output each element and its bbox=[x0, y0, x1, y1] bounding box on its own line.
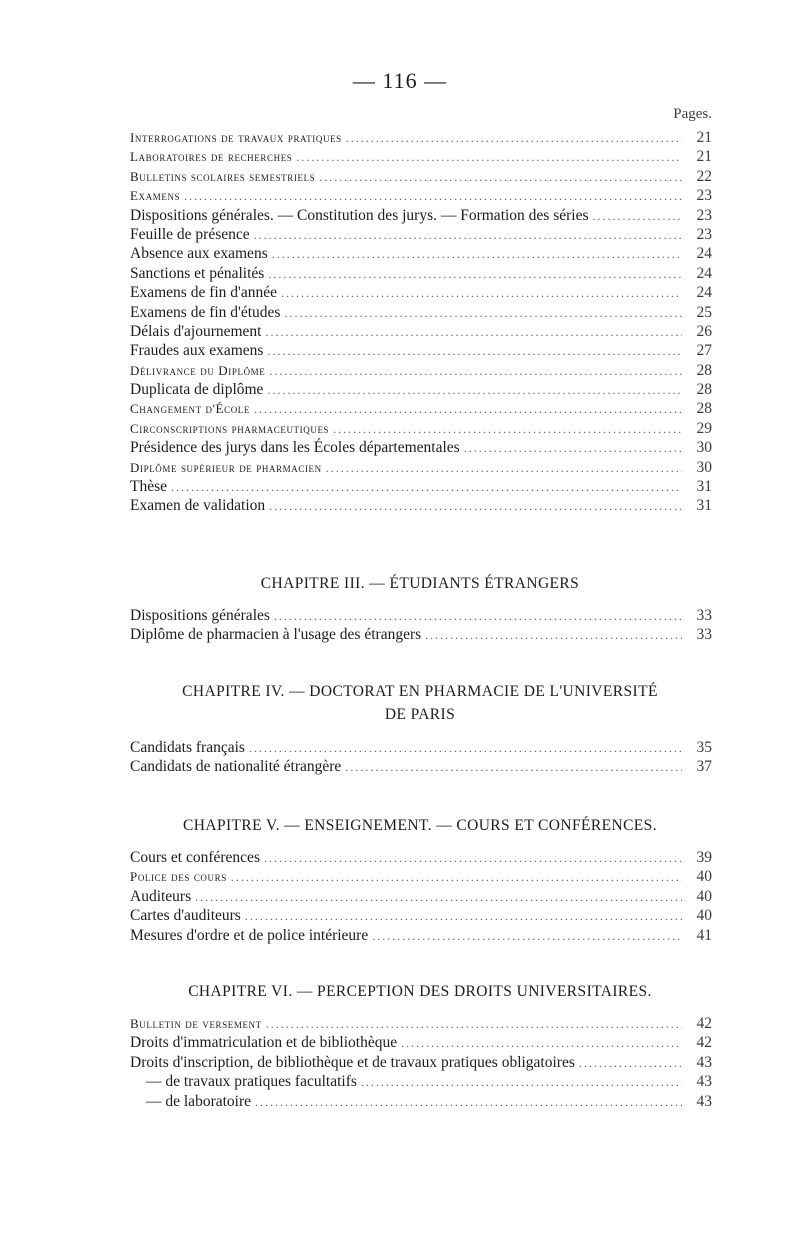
leader-dots bbox=[231, 868, 682, 887]
leader-dots bbox=[326, 459, 682, 478]
toc-entry-label: Thèse bbox=[130, 478, 168, 496]
toc-entry bbox=[130, 496, 712, 515]
toc-entry-label: Examens de fin d'études bbox=[130, 303, 281, 321]
toc-entry bbox=[130, 341, 712, 360]
toc-block-chapter-5 bbox=[130, 848, 712, 945]
toc-entry bbox=[130, 186, 712, 205]
toc-entry-page: 23 bbox=[696, 206, 712, 224]
toc-entry bbox=[130, 399, 712, 418]
toc-entry bbox=[130, 848, 712, 867]
toc-entry bbox=[130, 477, 712, 496]
toc-entry-page: 30 bbox=[696, 439, 712, 457]
leader-dots bbox=[333, 420, 682, 439]
toc-entry bbox=[130, 738, 712, 757]
toc-entry bbox=[130, 757, 712, 776]
leader-dots bbox=[267, 381, 682, 400]
toc-entry-label: Diplôme de pharmacien à l'usage des étrangers bbox=[130, 626, 422, 644]
toc-entry-page: 27 bbox=[696, 342, 712, 360]
toc-entry-page: 29 bbox=[696, 419, 712, 437]
toc-entry-label: Duplicata de diplôme bbox=[130, 381, 264, 399]
toc-entry bbox=[130, 264, 712, 283]
toc-entry bbox=[130, 322, 712, 341]
toc-entry-page: 23 bbox=[696, 187, 712, 205]
toc-entry-label: Examens de fin d'année bbox=[130, 284, 277, 302]
leader-dots bbox=[319, 168, 682, 187]
toc-entry bbox=[130, 167, 712, 186]
toc-entry bbox=[130, 1092, 712, 1111]
toc-entry-page: 30 bbox=[696, 458, 712, 476]
toc-entry-label: Bulletin de versement bbox=[130, 1016, 262, 1031]
toc-entry-page: 43 bbox=[696, 1073, 712, 1091]
toc-entry bbox=[130, 867, 712, 886]
toc-entry bbox=[130, 128, 712, 147]
toc-entry-page: 43 bbox=[696, 1053, 712, 1071]
toc-entry-page: 40 bbox=[696, 887, 712, 905]
toc-entry-page: 26 bbox=[696, 322, 712, 340]
leader-dots bbox=[254, 226, 682, 245]
toc-entry-label: Délivrance du Diplôme bbox=[130, 362, 266, 378]
toc-entry-page: 39 bbox=[696, 849, 712, 866]
toc-entry-label: Examen de validation bbox=[130, 497, 266, 515]
toc-entry-page: 21 bbox=[696, 148, 712, 166]
leader-dots bbox=[274, 607, 682, 626]
leader-dots bbox=[245, 907, 682, 926]
toc-entry bbox=[130, 419, 712, 438]
toc-entry-page: 33 bbox=[696, 626, 712, 644]
toc-entry-page: 43 bbox=[696, 1092, 712, 1110]
toc-entry bbox=[130, 1014, 712, 1033]
leader-dots bbox=[269, 362, 682, 381]
toc-entry bbox=[130, 926, 712, 945]
leader-dots bbox=[281, 284, 682, 303]
leader-dots bbox=[255, 1093, 682, 1112]
chapter-4-heading-line-2: DE PARIS bbox=[384, 706, 456, 723]
toc-entry-page: 24 bbox=[696, 284, 712, 302]
toc-entry bbox=[130, 438, 712, 457]
toc-entry-page: 33 bbox=[696, 607, 712, 624]
toc-entry bbox=[130, 244, 712, 263]
toc-entry-page: 42 bbox=[696, 1034, 712, 1052]
toc-entry-label: Interrogations de travaux pratiques bbox=[130, 130, 342, 145]
toc-entry-page: 40 bbox=[696, 868, 712, 886]
toc-entry-page: 28 bbox=[696, 400, 712, 418]
toc-entry-label: Candidats de nationalité étrangère bbox=[130, 758, 342, 776]
toc-entry bbox=[130, 380, 712, 399]
toc-entry-page: 28 bbox=[696, 381, 712, 399]
toc-entry-label: Cartes d'auditeurs bbox=[130, 907, 241, 925]
toc-block-chapter-4 bbox=[130, 738, 712, 777]
leader-dots bbox=[425, 626, 682, 645]
leader-dots bbox=[266, 1015, 682, 1034]
leader-dots bbox=[269, 497, 682, 516]
chapter-4-heading bbox=[100, 680, 740, 726]
toc-entry bbox=[130, 1053, 712, 1072]
leader-dots bbox=[296, 148, 682, 167]
toc-entry-page: 42 bbox=[696, 1015, 712, 1032]
toc-entry-label: Cours et conférences bbox=[130, 849, 260, 866]
chapter-5-heading: CHAPITRE V. — ENSEIGNEMENT. — COURS ET CONFÉRENCES. bbox=[183, 817, 657, 834]
leader-dots bbox=[346, 129, 682, 148]
leader-dots bbox=[171, 478, 682, 497]
toc-entry-page: 23 bbox=[696, 225, 712, 243]
toc-entry-label: Auditeurs bbox=[130, 887, 192, 905]
toc-entry bbox=[130, 283, 712, 302]
toc-entry-page: 41 bbox=[696, 926, 712, 944]
leader-dots bbox=[401, 1034, 682, 1053]
toc-entry-label: Absence aux examens bbox=[130, 245, 268, 263]
toc-entry bbox=[130, 458, 712, 477]
toc-entry-page: 31 bbox=[696, 478, 712, 496]
leader-dots bbox=[579, 1054, 682, 1073]
leader-dots bbox=[593, 207, 682, 226]
leader-dots bbox=[345, 758, 682, 777]
toc-entry-page: 22 bbox=[696, 167, 712, 185]
pages-column-label: Pages. bbox=[673, 106, 712, 122]
toc-entry-label: Feuille de présence bbox=[130, 225, 250, 243]
toc-entry bbox=[130, 225, 712, 244]
toc-entry-page: 35 bbox=[696, 739, 712, 756]
toc-entry-page: 28 bbox=[696, 361, 712, 379]
leader-dots bbox=[195, 888, 682, 907]
leader-dots bbox=[266, 323, 683, 342]
toc-block-chapter-6 bbox=[130, 1014, 712, 1111]
toc-entry bbox=[130, 206, 712, 225]
toc-entry-label: Candidats français bbox=[130, 739, 245, 756]
leader-dots bbox=[268, 265, 682, 284]
toc-entry bbox=[130, 606, 712, 625]
toc-entry-page: 40 bbox=[696, 907, 712, 925]
leader-dots bbox=[464, 439, 682, 458]
leader-dots bbox=[284, 304, 682, 323]
toc-entry-label: Police des cours bbox=[130, 869, 227, 885]
toc-entry-label: Dispositions générales. — Constitution des jurys. — Formation des séries bbox=[130, 206, 589, 224]
toc-block-chapter-3 bbox=[130, 606, 712, 645]
toc-entry-page: 31 bbox=[696, 497, 712, 515]
toc-entry bbox=[130, 1033, 712, 1052]
toc-entry-label: Laboratoires de recherches bbox=[130, 149, 293, 165]
leader-dots bbox=[372, 927, 682, 946]
toc-entry-label: Sanctions et pénalités bbox=[130, 264, 265, 282]
leader-dots bbox=[264, 849, 682, 868]
toc-entry bbox=[130, 1072, 712, 1091]
toc-entry-label: Délais d'ajournement bbox=[130, 322, 262, 340]
toc-entry bbox=[130, 887, 712, 906]
toc-entry bbox=[130, 361, 712, 380]
toc-entry-page: 24 bbox=[696, 264, 712, 282]
toc-entry bbox=[130, 303, 712, 322]
toc-entry-label: Présidence des jurys dans les Écoles départementales bbox=[130, 439, 460, 457]
toc-entry-label: Fraudes aux examens bbox=[130, 342, 264, 360]
toc-entry-label: Bulletins scolaires semestriels bbox=[130, 168, 316, 184]
leader-dots bbox=[254, 400, 682, 419]
toc-entry-label: Changement d'École bbox=[130, 401, 250, 417]
toc-entry-label: Dispositions générales bbox=[130, 607, 270, 624]
toc-entry-label: Examens bbox=[130, 188, 181, 204]
toc-entry-label: — de laboratoire bbox=[146, 1092, 252, 1110]
toc-entry-page: 25 bbox=[696, 303, 712, 321]
toc-entry bbox=[130, 625, 712, 644]
leader-dots bbox=[249, 739, 682, 758]
chapter-3-heading: CHAPITRE III. — ÉTUDIANTS ÉTRANGERS bbox=[260, 575, 580, 592]
toc-entry-label: Mesures d'ordre et de police intérieure bbox=[130, 926, 369, 944]
toc-entry bbox=[130, 147, 712, 166]
leader-dots bbox=[267, 342, 682, 361]
toc-entry bbox=[130, 906, 712, 925]
toc-entry-label: — de travaux pratiques facultatifs bbox=[146, 1073, 357, 1091]
toc-entry-label: Circonscriptions pharmaceutiques bbox=[130, 420, 330, 436]
toc-entry-page: 21 bbox=[696, 129, 712, 146]
leader-dots bbox=[272, 245, 682, 264]
toc-entry-page: 37 bbox=[696, 758, 712, 776]
toc-entry-label: Droits d'inscription, de bibliothèque et de travaux pratiques obligatoires bbox=[130, 1053, 575, 1071]
toc-entry-label: Diplôme supérieur de pharmacien bbox=[130, 459, 322, 475]
toc-entry-page: 24 bbox=[696, 245, 712, 263]
toc-entry-label: Droits d'immatriculation et de bibliothèque bbox=[130, 1034, 398, 1052]
leader-dots bbox=[361, 1073, 682, 1092]
chapter-4-heading-line-1: CHAPITRE IV. — DOCTORAT EN PHARMACIE DE L'UNIVERSITÉ bbox=[182, 683, 658, 700]
chapter-6-heading: CHAPITRE VI. — PERCEPTION DES DROITS UNIVERSITAIRES. bbox=[188, 983, 652, 1000]
toc-block-examens bbox=[130, 128, 712, 516]
page-number: — 116 — bbox=[352, 68, 448, 93]
leader-dots bbox=[184, 187, 682, 206]
